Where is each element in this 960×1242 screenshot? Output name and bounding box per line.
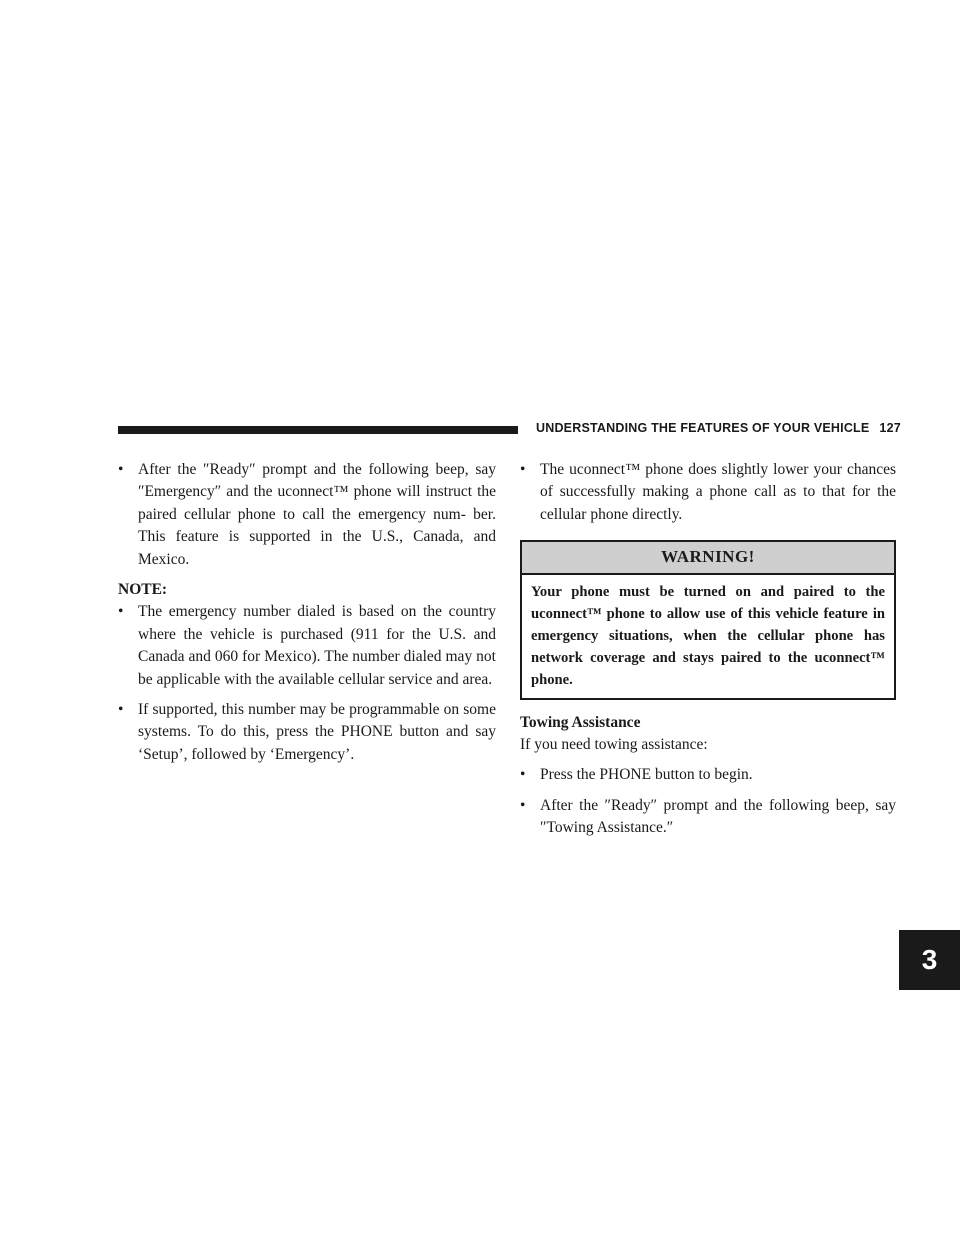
bullet-marker: • xyxy=(520,796,526,814)
running-header xyxy=(536,421,901,435)
warning-box xyxy=(520,540,896,699)
list-item xyxy=(118,699,496,766)
list-item-text: Press the PHONE button to begin. xyxy=(540,766,753,784)
bullet-marker: • xyxy=(118,603,124,621)
list-item-text: After the ″Ready″ prompt and the following beep, say ″Emergency″ and the uconnect™ phone will instruct the paired cellular phone to call the emergency num- ber. This feature is supported in the U.S., Canada, and Mexico. xyxy=(138,461,496,568)
page-number: 127 xyxy=(879,421,901,435)
bullet-marker: • xyxy=(118,461,124,478)
list-item-text: The emergency number dialed is based on the country where the vehicle is purchased (911 for the U.S. and Canada and 060 for Mexico). The number dialed may not be applicable with the available cellular service and area. xyxy=(138,603,496,688)
list-item-text: If supported, this number may be programmable on some systems. To do this, press the PHONE button and say ‘Setup’, followed by ‘Emergency’. xyxy=(138,701,496,763)
list-item-text: The uconnect™ phone does slightly lower your chances of successfully making a phone call as to that for the cellular phone directly. xyxy=(540,461,896,523)
chapter-tab: 3 xyxy=(899,930,960,990)
warning-title: WARNING! xyxy=(522,542,894,574)
bullet-marker: • xyxy=(520,766,526,784)
bullet-marker: • xyxy=(520,461,526,478)
left-column xyxy=(118,459,496,774)
section-intro: If you need towing assistance: xyxy=(520,736,708,754)
list-item xyxy=(520,795,896,840)
right-column xyxy=(520,459,896,848)
list-item xyxy=(520,459,896,526)
warning-body: Your phone must be turned on and paired to the uconnect™ phone to allow use of this vehicle feature in emergency situations, when the cellular phone has network coverage and stays paired to the uconnect™ phone. xyxy=(531,583,885,688)
note-label: NOTE: xyxy=(118,581,168,599)
list-item xyxy=(520,764,896,786)
header-rule xyxy=(118,426,518,434)
header-title: UNDERSTANDING THE FEATURES OF YOUR VEHICLE xyxy=(536,421,870,435)
list-item xyxy=(118,459,496,571)
bullet-marker: • xyxy=(118,701,124,719)
section-heading: Towing Assistance xyxy=(520,713,641,731)
list-item-text: After the ″Ready″ prompt and the following beep, say ″Towing Assistance.″ xyxy=(540,796,896,837)
list-item xyxy=(118,601,496,691)
